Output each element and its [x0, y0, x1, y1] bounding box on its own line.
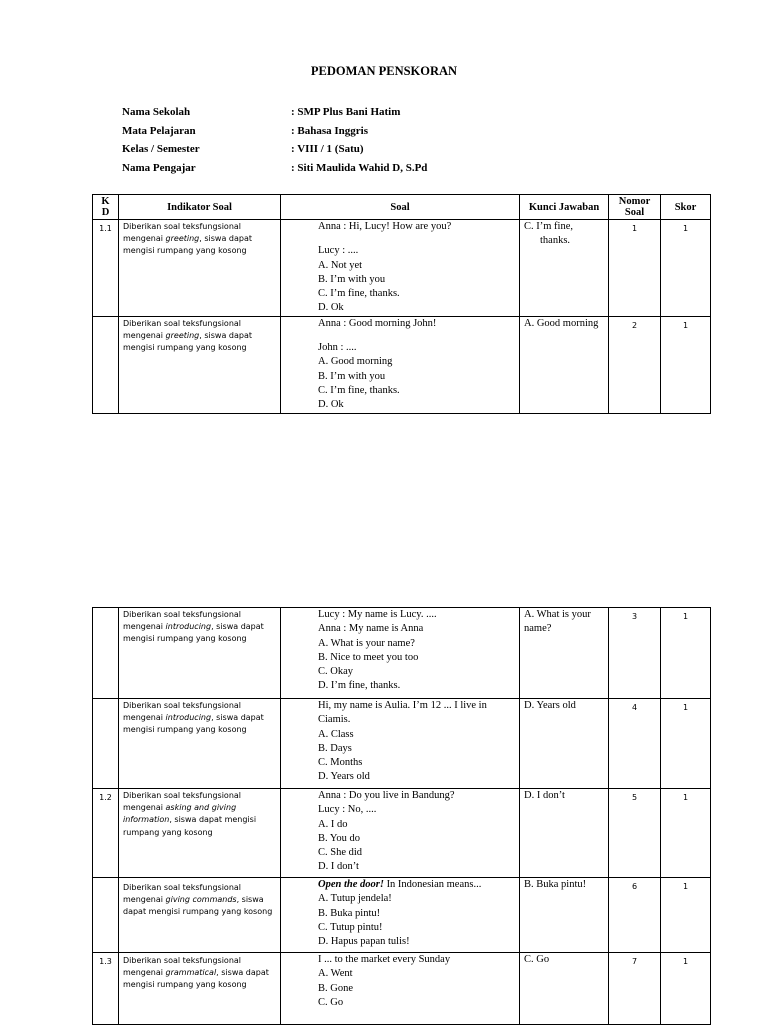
indikator-cell: Diberikan soal teksfungsional mengenai asking and giving information, siswa dapat mengisi rumpang yang kosong: [119, 789, 281, 878]
kd-cell: [93, 699, 119, 789]
header-soal: Soal: [281, 195, 520, 220]
soal-cell: Anna : Do you live in Bandung? Lucy : No, .... A. I do B. You do C. She did D. I don’t: [281, 789, 520, 878]
table-row: [93, 699, 711, 789]
skor-cell: 1: [661, 953, 711, 1025]
indikator-cell: Diberikan soal teksfungsional mengenai introducing, siswa dapat mengisi rumpang yang kosong: [119, 608, 281, 699]
page-title: PEDOMAN PENSKORAN: [310, 64, 458, 78]
nomor-cell: 1: [609, 220, 661, 317]
meta-value: : Siti Maulida Wahid D, S.Pd: [291, 162, 428, 174]
nomor-cell: 7: [609, 953, 661, 1025]
skor-cell: 1: [661, 316, 711, 413]
indikator-cell: Diberikan soal teksfungsional mengenai giving commands, siswa dapat mengisi rumpang yang kosong: [119, 878, 281, 953]
nomor-cell: 5: [609, 789, 661, 878]
soal-cell: I ... to the market every Sunday A. Went B. Gone C. Go: [281, 953, 520, 1025]
kd-cell: [93, 608, 119, 699]
header-nomor: Nomor Soal: [609, 195, 661, 220]
kunci-cell: B. Buka pintu!: [520, 878, 609, 953]
table-row: [93, 220, 711, 317]
kd-cell: [93, 316, 119, 413]
skor-cell: 1: [661, 699, 711, 789]
nomor-cell: 6: [609, 878, 661, 953]
skor-cell: 1: [661, 220, 711, 317]
meta-label: Kelas / Semester: [122, 143, 200, 155]
meta-value: : Bahasa Inggris: [291, 125, 369, 137]
kunci-cell: D. Years old: [520, 699, 609, 789]
indikator-cell: Diberikan soal teksfungsional mengenai greeting, siswa dapat mengisi rumpang yang kosong: [119, 316, 281, 413]
kd-cell: 1.3: [93, 953, 119, 1025]
meta-value: : VIII / 1 (Satu): [291, 143, 364, 155]
table-row: [93, 878, 711, 953]
indikator-cell: Diberikan soal teksfungsional mengenai grammatical, siswa dapat mengisi rumpang yang kosong: [119, 953, 281, 1025]
soal-cell: Hi, my name is Aulia. I’m 12 ... I live in Ciamis. A. Class B. Days C. Months D. Years old: [281, 699, 520, 789]
scoring-table-page2: [92, 607, 711, 1025]
table-row: [93, 316, 711, 413]
soal-cell: Lucy : My name is Lucy. .... Anna : My name is Anna A. What is your name? B. Nice to meet you too C. Okay D. I’m fine, thanks.: [281, 608, 520, 699]
kunci-cell: C. Go: [520, 953, 609, 1025]
kunci-cell: C. I’m fine, thanks.: [520, 220, 609, 317]
meta-label: Nama Sekolah: [122, 106, 191, 118]
kd-cell: [93, 878, 119, 953]
table-header-row: [93, 195, 711, 220]
nomor-cell: 2: [609, 316, 661, 413]
soal-cell: Anna : Hi, Lucy! How are you? Lucy : .... A. Not yet B. I’m with you C. I’m fine, thanks. D. Ok: [281, 220, 520, 317]
table-row: [93, 953, 711, 1025]
header-kd: K D: [93, 195, 119, 220]
indikator-cell: Diberikan soal teksfungsional mengenai greeting, siswa dapat mengisi rumpang yang kosong: [119, 220, 281, 317]
meta-label: Mata Pelajaran: [122, 125, 196, 137]
table-row: [93, 608, 711, 699]
scoring-table-page1: [92, 194, 711, 414]
header-skor: Skor: [661, 195, 711, 220]
nomor-cell: 3: [609, 608, 661, 699]
nomor-cell: 4: [609, 699, 661, 789]
kd-cell: 1.2: [93, 789, 119, 878]
kd-cell: 1.1: [93, 220, 119, 317]
skor-cell: 1: [661, 608, 711, 699]
header-indikator: Indikator Soal: [119, 195, 281, 220]
indikator-cell: Diberikan soal teksfungsional mengenai introducing, siswa dapat mengisi rumpang yang kosong: [119, 699, 281, 789]
skor-cell: 1: [661, 878, 711, 953]
soal-cell: Open the door! In Indonesian means... A. Tutup jendela! B. Buka pintu! C. Tutup pintu! D. Hapus papan tulis!: [281, 878, 520, 953]
soal-cell: Anna : Good morning John! John : .... A. Good morning B. I’m with you C. I’m fine, thanks. D. Ok: [281, 316, 520, 413]
meta-label: Nama Pengajar: [122, 162, 196, 174]
kunci-cell: A. Good morning: [520, 316, 609, 413]
meta-value: : SMP Plus Bani Hatim: [291, 106, 401, 118]
kunci-cell: A. What is your name?: [520, 608, 609, 699]
kunci-cell: D. I don’t: [520, 789, 609, 878]
header-kunci: Kunci Jawaban: [520, 195, 609, 220]
skor-cell: 1: [661, 789, 711, 878]
table-row: [93, 789, 711, 878]
